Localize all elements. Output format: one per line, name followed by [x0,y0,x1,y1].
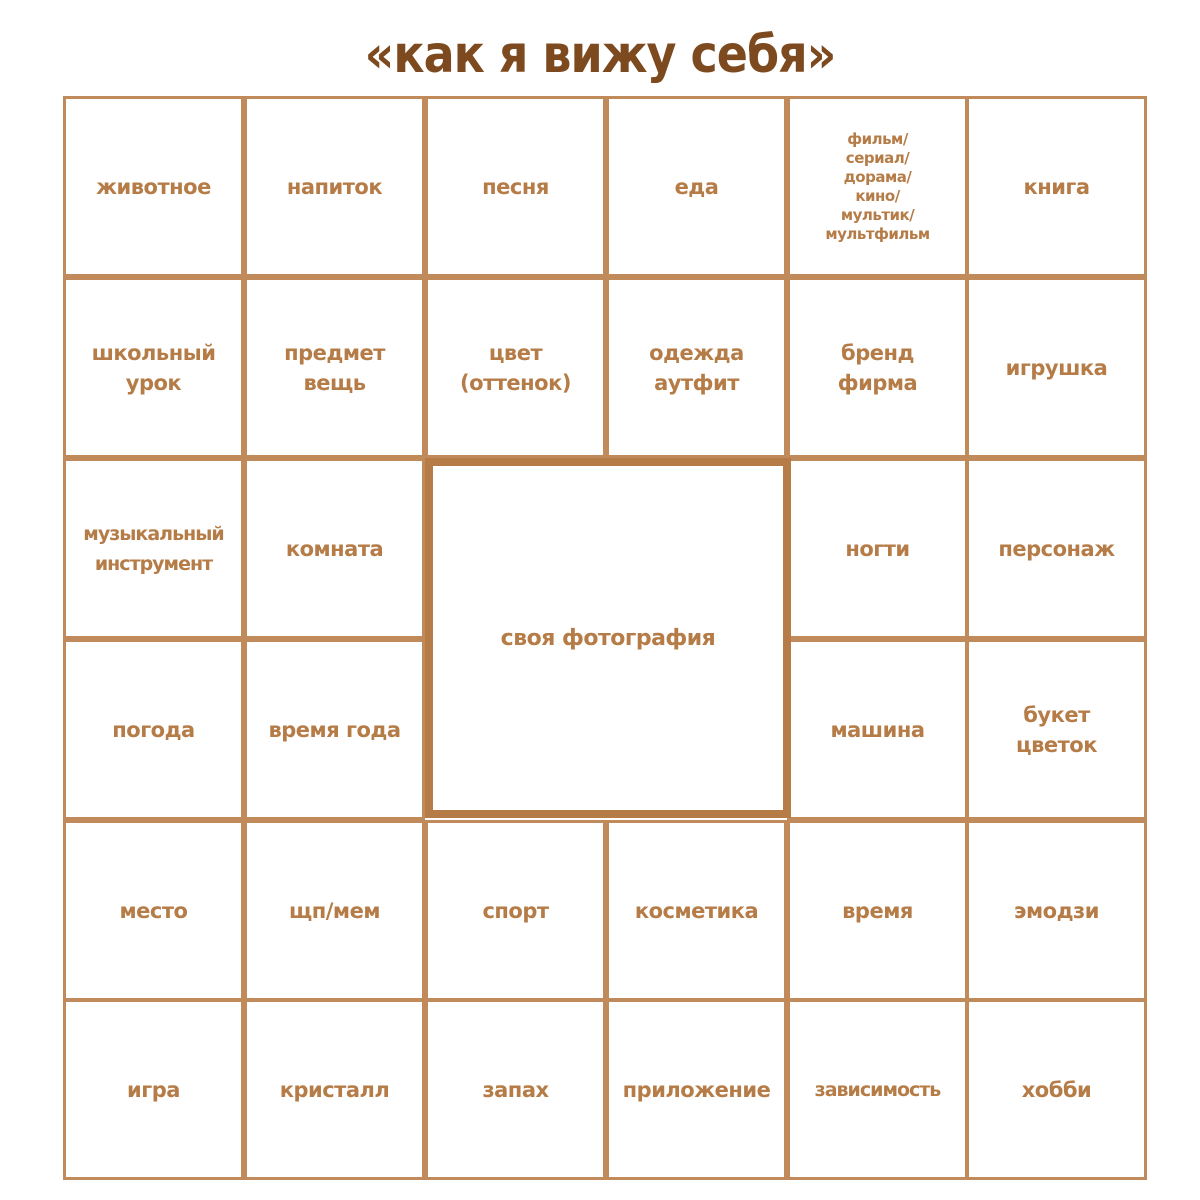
grid-cell[interactable] [606,277,787,458]
grid-cell[interactable] [966,277,1147,458]
grid-cell[interactable] [425,820,606,1001]
grid-cell[interactable] [787,639,968,820]
grid-cell[interactable] [787,458,968,639]
grid-cell[interactable] [244,458,425,639]
cell-label: эмодзи [1014,898,1099,923]
grid-cell[interactable] [787,277,968,458]
grid-cell[interactable] [966,999,1147,1180]
cell-label: одежда аутфит [649,340,744,395]
grid-cell[interactable] [63,820,244,1001]
grid-cell[interactable] [787,820,968,1001]
cell-label: напиток [286,174,383,199]
cell-label: букет цветок [1016,702,1097,757]
cell-label: ногти [845,536,910,561]
grid-cell[interactable] [787,96,968,277]
cell-label: животное [96,174,211,199]
cell-label: бренд фирма [837,340,918,395]
grid-cell[interactable] [63,277,244,458]
grid-cell[interactable] [606,999,787,1180]
grid-cell[interactable] [244,820,425,1001]
cell-label: песня [482,174,549,199]
grid-cell[interactable] [966,820,1147,1001]
cell-label: кристалл [279,1077,390,1102]
bingo-grid [63,96,1147,1180]
photo-cell[interactable] [425,458,791,818]
cell-label: спорт [482,898,549,923]
grid-cell[interactable] [966,96,1147,277]
grid-cell[interactable] [966,639,1147,820]
cell-label: время года [268,717,401,742]
cell-label: игра [127,1077,180,1102]
grid-cell[interactable] [244,639,425,820]
cell-label: персонаж [998,536,1115,561]
cell-label: фильм/ сериал/ дорама/ кино/ мультик/ мультфильм [825,129,930,243]
grid-cell[interactable] [63,639,244,820]
grid-cell[interactable] [425,277,606,458]
grid-cell[interactable] [425,999,606,1180]
cell-label: машина [830,717,925,742]
cell-label: школьный урок [91,340,216,395]
cell-label: запах [482,1077,549,1102]
cell-label: погода [112,717,195,742]
cell-label: щп/мем [289,898,380,923]
grid-cell[interactable] [425,96,606,277]
cell-label: приложение [622,1077,771,1102]
grid-cell[interactable] [63,458,244,639]
grid-cell[interactable] [244,277,425,458]
cell-label: цвет (оттенок) [460,340,571,395]
grid-cell[interactable] [63,96,244,277]
cell-label: косметика [634,898,759,923]
cell-label: хобби [1021,1077,1092,1102]
grid-cell[interactable] [244,999,425,1180]
cell-label: время [842,898,913,923]
grid-cell[interactable] [244,96,425,277]
cell-label: комната [285,536,384,561]
grid-cell[interactable] [966,458,1147,639]
cell-label: зависимость [814,1078,941,1101]
cell-label: игрушка [1005,355,1108,380]
grid-cell[interactable] [63,999,244,1180]
photo-cell-label: своя фотография [500,625,716,651]
grid-cell[interactable] [606,96,787,277]
page-title: «как я вижу себя» [364,23,836,85]
grid-cell[interactable] [787,999,968,1180]
cell-label: предмет вещь [284,340,385,395]
cell-label: еда [674,174,719,199]
cell-label: место [119,898,188,923]
cell-label: книга [1023,174,1090,199]
grid-cell[interactable] [606,820,787,1001]
cell-label: музыкальный инструмент [83,522,224,575]
